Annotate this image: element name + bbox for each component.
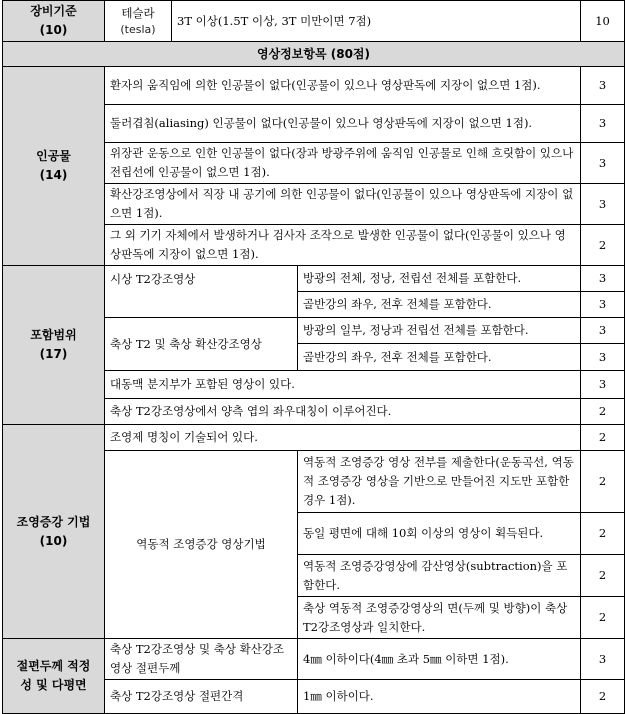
evaluation-table	[2, 0, 625, 714]
coverage-text: 대동맥 분지부가 포함된 영상이 있다.	[105, 371, 581, 399]
artifact-text: 위장관 운동으로 인한 인공물이 없다(장과 방광주위에 움직임 인공물로 인해 흐릿함이 있으나 전립선에 인공물이 없으면 1점).	[105, 143, 581, 184]
slice-points: 3	[581, 639, 625, 680]
slice-text: 1㎜ 이하이다.	[298, 680, 581, 714]
artifact-points: 3	[581, 105, 625, 143]
artifact-text: 환자의 움직임에 의한 인공물이 없다(인공물이 있으나 영상판독에 지장이 없으면 1점).	[105, 67, 581, 105]
contrast-points: 2	[581, 597, 625, 639]
contrast-row	[3, 425, 625, 451]
slice-label: 축상 T2강조영상 및 축상 확산강조영상 절편두께	[105, 639, 298, 680]
contrast-category	[3, 425, 105, 639]
contrast-text: 역동적 조영증강영상에 감산영상(subtraction)을 포함한다.	[298, 555, 581, 597]
coverage-sagittal-label: 시상 T2강조영상	[105, 266, 298, 318]
coverage-points: 3	[581, 266, 625, 292]
contrast-text: 역동적 조영증강 영상 전부를 제출한다(운동곡선, 역동적 조영증강 영상을 기반으로 만들어진 지도만 포함한 경우 1점).	[298, 451, 581, 513]
contrast-points: 2	[581, 513, 625, 555]
contrast-text: 축상 역동적 조영증강영상의 면(두께 및 방향)이 축상 T2강조영상과 일치한다.	[298, 597, 581, 639]
section-header: 영상정보항목 (80점)	[3, 42, 625, 67]
equipment-category-name: 장비기준	[30, 4, 77, 18]
contrast-agent-points: 2	[581, 425, 625, 451]
coverage-axial-label: 축상 T2 및 축상 확산강조영상	[105, 318, 298, 371]
artifact-text: 확산강조영상에서 직장 내 공기에 의한 인공물이 없다(인공물이 있으나 영상판독에 지장이 없으면 1점).	[105, 184, 581, 225]
artifact-points: 3	[581, 184, 625, 225]
coverage-points: 3	[581, 318, 625, 344]
slice-category: 절편두께 적정성 및 다평면	[3, 639, 105, 714]
artifact-points: 2	[581, 225, 625, 266]
equipment-category-points: (10)	[39, 23, 68, 37]
coverage-points: 3	[581, 371, 625, 399]
coverage-category-points: (17)	[39, 347, 68, 361]
slice-text: 4㎜ 이하이다(4㎜ 초과 5㎜ 이하면 1점).	[298, 639, 581, 680]
contrast-agent-text: 조영제 명칭이 기술되어 있다.	[105, 425, 581, 451]
equipment-category	[3, 1, 105, 42]
slice-row	[3, 639, 625, 680]
section-header-row	[3, 42, 625, 67]
coverage-points: 3	[581, 344, 625, 371]
equipment-row	[3, 1, 625, 42]
artifact-row	[3, 67, 625, 105]
coverage-text: 축상 T2강조영상에서 양측 엽의 좌우대칭이 이루어진다.	[105, 399, 581, 425]
slice-label: 축상 T2강조영상 절편간격	[105, 680, 298, 714]
coverage-text: 방광의 일부, 정낭과 전립선 전체를 포함한다.	[298, 318, 581, 344]
equipment-item	[105, 1, 172, 42]
artifacts-category	[3, 67, 105, 266]
artifact-text: 둘러겹침(aliasing) 인공물이 없다(인공물이 있으나 영상판독에 지장이 없으면 1점).	[105, 105, 581, 143]
equipment-points: 10	[581, 1, 625, 42]
coverage-category	[3, 266, 105, 425]
coverage-category-name: 포함범위	[30, 328, 77, 342]
contrast-category-name: 조영증강 기법	[16, 514, 91, 529]
contrast-points: 2	[581, 451, 625, 513]
coverage-text: 골반강의 좌우, 전후 전체를 포함한다.	[298, 344, 581, 371]
equipment-item-sub: (tesla)	[120, 23, 156, 36]
contrast-points: 2	[581, 555, 625, 597]
equipment-item-title: 테슬라	[121, 6, 155, 20]
artifact-points: 3	[581, 67, 625, 105]
coverage-points: 3	[581, 292, 625, 318]
contrast-category-points: (10)	[39, 533, 68, 548]
coverage-points: 2	[581, 399, 625, 425]
artifacts-category-points: (14)	[39, 168, 68, 182]
artifacts-category-name: 인공물	[36, 149, 71, 163]
contrast-text: 동일 평면에 대해 10회 이상의 영상이 획득된다.	[298, 513, 581, 555]
coverage-row	[3, 266, 625, 292]
equipment-description: 3T 이상(1.5T 이상, 3T 미만이면 7점)	[172, 1, 581, 42]
slice-points: 2	[581, 680, 625, 714]
artifact-points: 3	[581, 143, 625, 184]
coverage-text: 방광의 전체, 정낭, 전립선 전체를 포함한다.	[298, 266, 581, 292]
artifact-text: 그 외 기기 자체에서 발생하거나 검사자 조작으로 발생한 인공물이 없다(인공물이 있으나 영상판독에 지장이 없으면 1점).	[105, 225, 581, 266]
contrast-dynamic-label: 역동적 조영증강 영상기법	[105, 451, 298, 639]
coverage-text: 골반강의 좌우, 전후 전체를 포함한다.	[298, 292, 581, 318]
